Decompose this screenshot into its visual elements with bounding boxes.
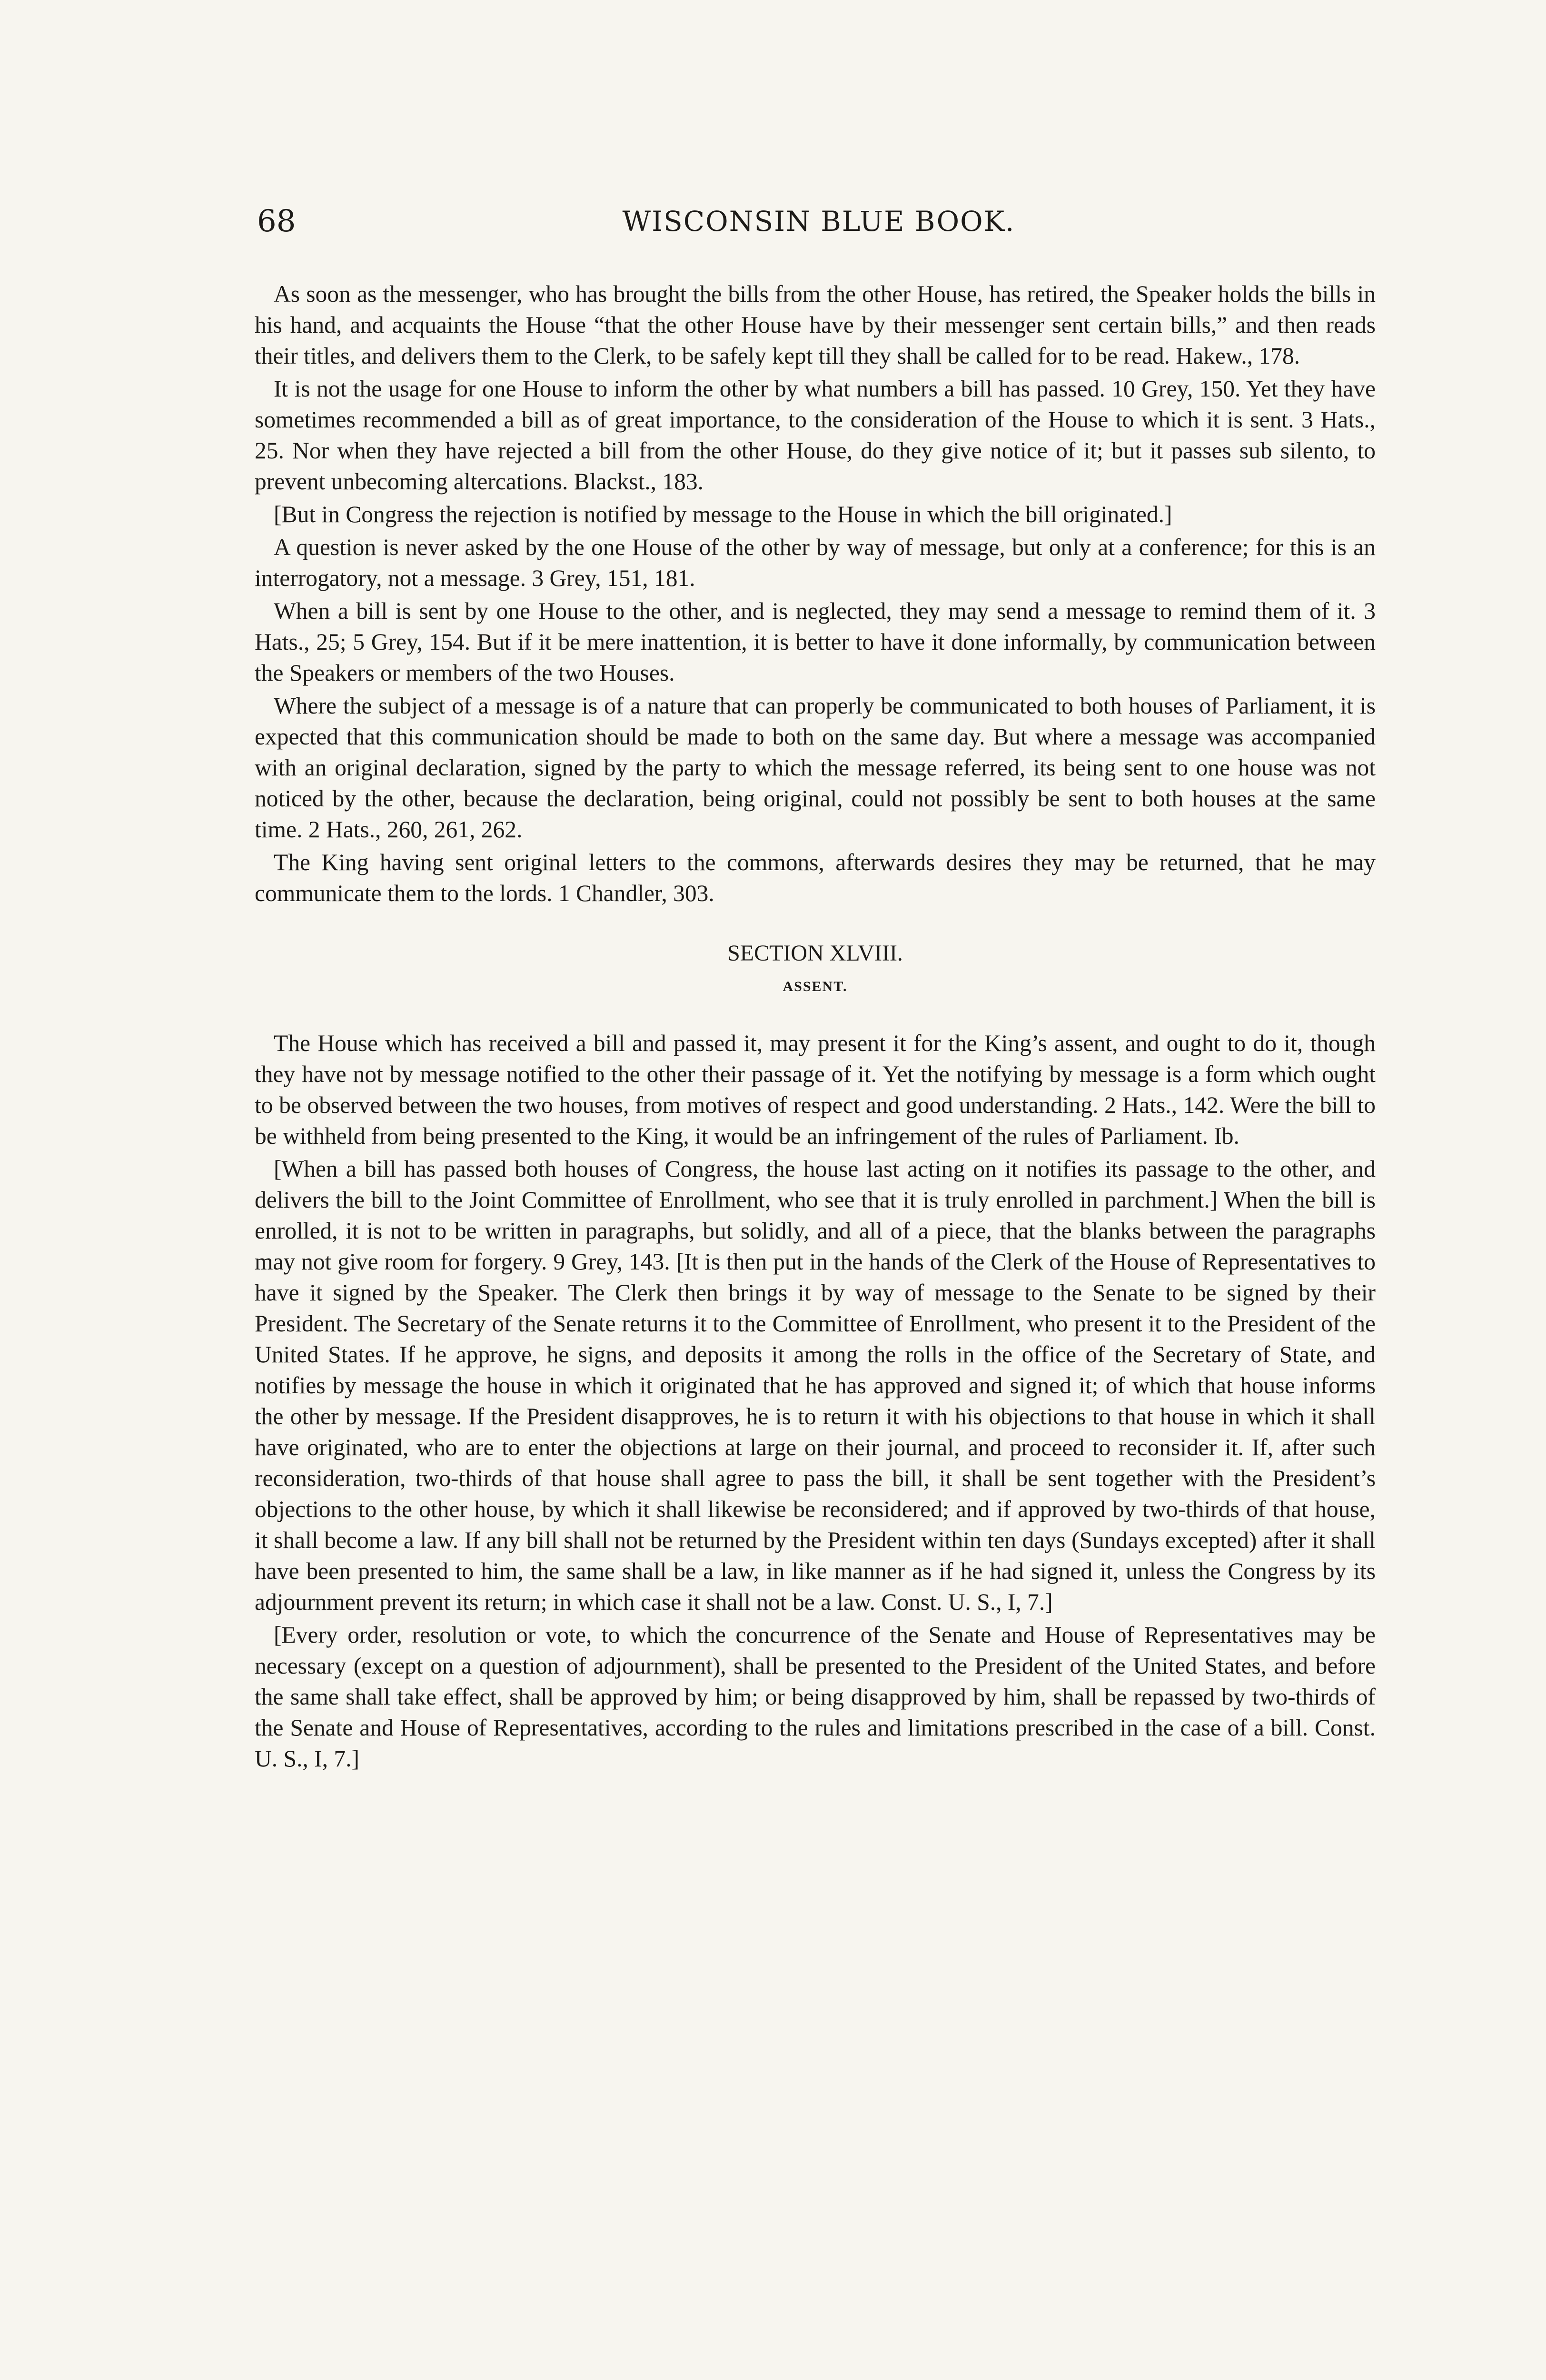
page-number: 68 <box>257 204 296 239</box>
section-heading: SECTION XLVIII. <box>727 941 903 966</box>
paragraph-king-letters: The King having sent original letters to the commons, afterwards desires they may be returned, that he may communicate them to the lords. 1 Chandler, 303. <box>255 849 1376 906</box>
running-head <box>257 200 1380 243</box>
paragraph-usage-numbers: It is not the usage for one House to inform the other by what numbers a bill has passed. 10 Grey, 150. Yet they have sometimes recommended a bill as of great importance, to the consideration of the House to which it is sent. 3 Hats., 25. Nor when they have rejected a bill from the other House, do they give notice of it; but it passes sub silento, to prevent unbecoming altercations. Blackst., 183. <box>255 376 1376 495</box>
body-text <box>255 278 1376 1776</box>
paragraph-kings-assent: The House which has received a bill and passed it, may present it for the King’s assent, and ought to do it, though they have not by message notified to the other their passage of it. Yet the notifying by message is a form which ought to be observed between the two houses, from motives of respect and good understanding. 2 Hats., 142. Were the bill to be withheld from being presented to the King, it would be an infringement of the rules of Parliament. Ib. <box>255 1030 1376 1149</box>
section-subheading: ASSENT. <box>783 979 848 994</box>
paragraph-messenger-bills: As soon as the messenger, who has brought the bills from the other House, has retired, the Speaker holds the bills in his hand, and acquaints the House “that the other House have by their messenger sent certain bills,” and then reads their titles, and delivers them to the Clerk, to be safely kept till they shall be called for to be read. Hakew., 178. <box>255 281 1376 369</box>
paragraph-both-houses-message: Where the subject of a message is of a nature that can properly be communicated to both houses of Parliament, it is expected that this communication should be made to both on the same day. But where a message was accompanied with an original declaration, signed by the party to which the message referred, its being sent to one house was not noticed by the other, because the declaration, being original, could not possibly be sent to both houses at the same time. 2 Hats., 260, 261, 262. <box>255 693 1376 843</box>
running-title: WISCONSIN BLUE BOOK. <box>622 205 1015 238</box>
paragraph-congress-rejection: [But in Congress the rejection is notified by message to the House in which the bill originated.] <box>274 501 1172 527</box>
paragraph-enrollment: [When a bill has passed both houses of Congress, the house last acting on it notifies its passage to the other, and delivers the bill to the Joint Committee of Enrollment, who see that it is truly enrolled in parchment.] When the bill is enrolled, it is not to be written in paragraphs, but solidly, and all of a piece, that the blanks between the paragraphs may not give room for forgery. 9 Grey, 143. [It is then put in the hands of the Clerk of the House of Representatives to have it signed by the Speaker. The Clerk then brings it by way of message to the Senate to be signed by their President. The Secretary of the Senate returns it to the Committee of Enrollment, who present it to the President of the United States. If he approve, he signs, and deposits it among the rolls in the office of the Secretary of State, and notifies by message the house in which it originated that he has approved and signed it; of which that house informs the other by message. If the President disapproves, he is to return it with his objections to that house in which it shall have originated, who are to enter the objections at large on their journal, and proceed to reconsider it. If, after such reconsideration, two-thirds of that house shall agree to pass the bill, it shall be sent together with the President’s objections to the other house, by which it shall likewise be reconsidered; and if approved by two-thirds of that house, it shall become a law. If any bill shall not be returned by the President within ten days (Sundays excepted) after it shall have been presented to him, the same shall be a law, in like manner as if he had signed it, unless the Congress by its adjournment prevent its return; in which case it shall not be a law. Const. U. S., I, 7.] <box>255 1156 1376 1615</box>
paragraph-order-resolution-vote: [Every order, resolution or vote, to which the concurrence of the Senate and House of Representatives may be necessary (except on a question of adjournment), shall be presented to the President of the United States, and before the same shall take effect, shall be approved by him; or being disapproved by him, shall be repassed by two-thirds of the Senate and House of Representatives, according to the rules and limitations prescribed in the case of a bill. Const. U. S., I, 7.] <box>255 1622 1376 1772</box>
paragraph-question-conference: A question is never asked by the one House of the other by way of message, but only at a conference; for this is an interrogatory, not a message. 3 Grey, 151, 181. <box>255 534 1376 591</box>
paragraph-neglected-bill: When a bill is sent by one House to the other, and is neglected, they may send a message to remind them of it. 3 Hats., 25; 5 Grey, 154. But if it be mere inattention, it is better to have it done informally, by communication between the Speakers or members of the two Houses. <box>255 598 1376 686</box>
